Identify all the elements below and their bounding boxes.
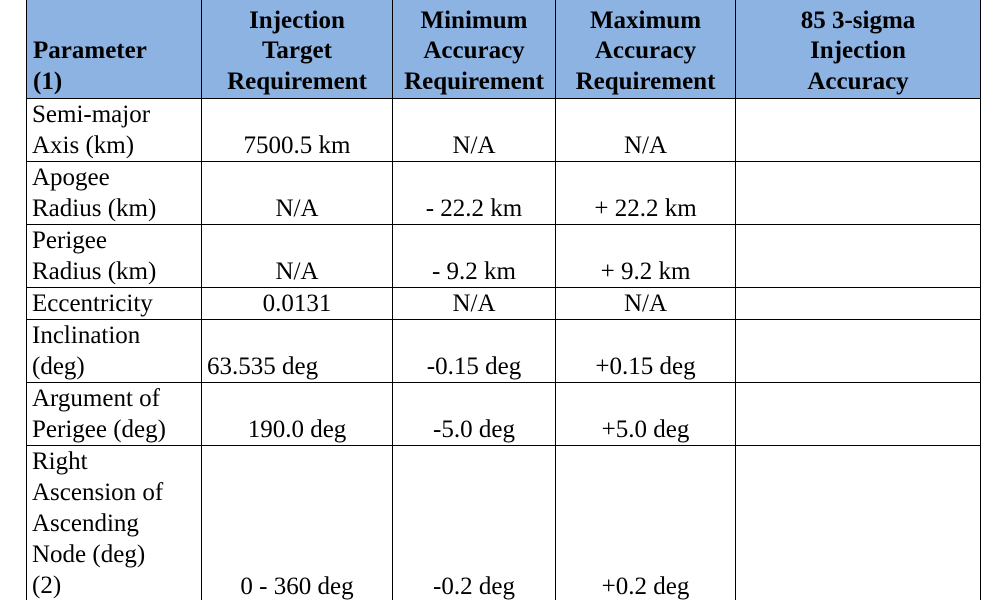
header-maximum-accuracy-requirement: Maximum Accuracy Requirement <box>556 0 736 99</box>
injection-accuracy-table <box>26 0 981 600</box>
min-accuracy-cell: -0.15 deg <box>393 320 556 383</box>
max-accuracy-cell: +0.2 deg <box>556 446 736 600</box>
parameter-cell: Eccentricity <box>27 288 202 320</box>
injection-accuracy-cell <box>736 162 981 225</box>
max-accuracy-cell: N/A <box>556 99 736 162</box>
parameter-cell: Semi-major Axis (km) <box>27 99 202 162</box>
min-accuracy-cell: N/A <box>393 99 556 162</box>
parameter-cell: Apogee Radius (km) <box>27 162 202 225</box>
min-accuracy-cell: - 9.2 km <box>393 225 556 288</box>
target-cell: N/A <box>202 162 393 225</box>
min-accuracy-cell: -0.2 deg <box>393 446 556 600</box>
header-row <box>27 0 981 99</box>
table-row-eccentricity <box>27 288 981 320</box>
max-accuracy-cell: + 22.2 km <box>556 162 736 225</box>
parameter-cell: Right Ascension of Ascending Node (deg) (2) <box>27 446 202 600</box>
parameter-cell: Inclination (deg) <box>27 320 202 383</box>
header-injection-target-requirement: Injection Target Requirement <box>202 0 393 99</box>
target-cell: N/A <box>202 225 393 288</box>
min-accuracy-cell: -5.0 deg <box>393 383 556 446</box>
target-cell: 0 - 360 deg <box>202 446 393 600</box>
target-cell: 63.535 deg <box>202 320 393 383</box>
injection-accuracy-cell <box>736 320 981 383</box>
target-cell: 0.0131 <box>202 288 393 320</box>
parameter-cell: Argument of Perigee (deg) <box>27 383 202 446</box>
injection-accuracy-cell <box>736 99 981 162</box>
parameter-cell: Perigee Radius (km) <box>27 225 202 288</box>
table-row-argument-of-perigee <box>27 383 981 446</box>
target-cell: 190.0 deg <box>202 383 393 446</box>
table-row-perigee-radius <box>27 225 981 288</box>
injection-accuracy-cell <box>736 288 981 320</box>
table-row-semi-major-axis <box>27 99 981 162</box>
max-accuracy-cell: +0.15 deg <box>556 320 736 383</box>
min-accuracy-cell: - 22.2 km <box>393 162 556 225</box>
injection-accuracy-cell <box>736 225 981 288</box>
target-cell: 7500.5 km <box>202 99 393 162</box>
table-row-inclination <box>27 320 981 383</box>
injection-accuracy-cell <box>736 446 981 600</box>
header-3-sigma-injection-accuracy: 85 3-sigma Injection Accuracy <box>736 0 981 99</box>
table-row-apogee-radius <box>27 162 981 225</box>
max-accuracy-cell: + 9.2 km <box>556 225 736 288</box>
max-accuracy-cell: +5.0 deg <box>556 383 736 446</box>
max-accuracy-cell: N/A <box>556 288 736 320</box>
table-row-raan <box>27 446 981 600</box>
header-parameter: Parameter (1) <box>27 0 202 99</box>
injection-accuracy-cell <box>736 383 981 446</box>
header-minimum-accuracy-requirement: Minimum Accuracy Requirement <box>393 0 556 99</box>
min-accuracy-cell: N/A <box>393 288 556 320</box>
